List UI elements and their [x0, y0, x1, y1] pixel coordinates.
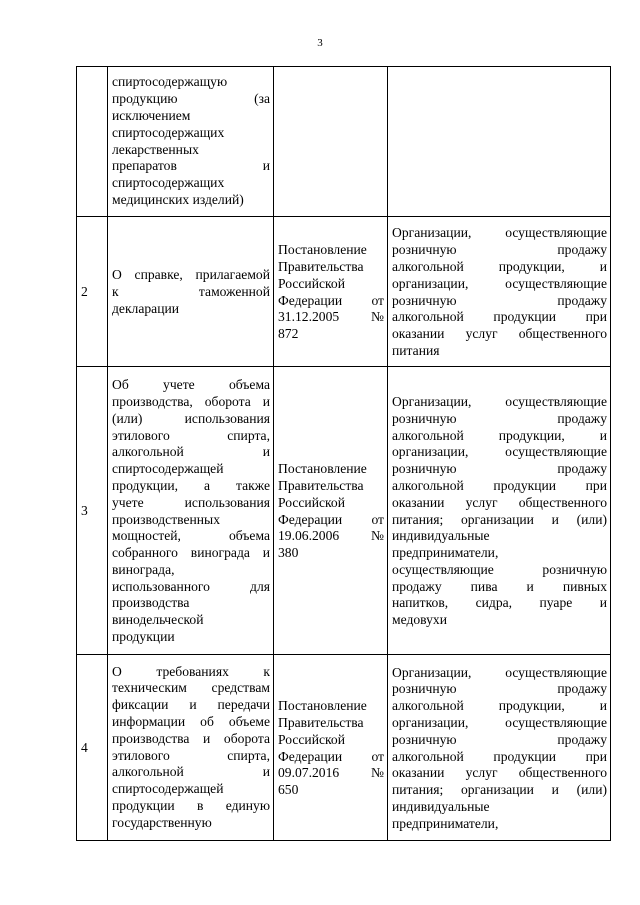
legal-act-line: Федерации от — [278, 748, 384, 764]
regulations-table — [76, 66, 611, 841]
subjects-line: предприниматели, — [392, 545, 499, 561]
legal-act-line: Правительства — [278, 477, 364, 493]
document-name-line: винограда, — [112, 561, 175, 577]
subjects-line: оказании услуг общественного — [392, 494, 607, 510]
subjects-cell — [388, 367, 611, 655]
subjects-line: индивидуальные — [392, 528, 490, 544]
subjects-line: розничную продажу — [392, 242, 607, 258]
legal-act-line: Российской — [278, 275, 345, 291]
document-name-line: О требованиях к — [112, 663, 270, 679]
row-number-cell — [77, 217, 108, 367]
subjects-line: розничную продажу — [392, 731, 607, 747]
subjects-line: продажу пива и пивных — [392, 578, 607, 594]
document-name-cell — [108, 367, 274, 655]
document-name-line: мощностей, объема — [112, 528, 270, 544]
document-name-line: продукции, а также — [112, 477, 270, 493]
subjects-cell — [388, 217, 611, 367]
document-name-line: продукции — [112, 629, 175, 645]
legal-act-cell — [274, 67, 388, 217]
document-name-line: продукции в единую — [112, 797, 270, 813]
document-name-line: О справке, прилагаемой — [112, 267, 270, 283]
document-name-line: лекарственных — [112, 141, 199, 157]
document-name-line: исключением — [112, 107, 191, 123]
subjects-line: организации, осуществляющие — [392, 275, 607, 291]
subjects-line: розничную продажу — [392, 681, 607, 697]
table-row — [77, 655, 611, 841]
subjects-line: Организации, осуществляющие — [392, 225, 607, 241]
subjects-cell — [388, 67, 611, 217]
legal-act-line: Федерации от — [278, 292, 384, 308]
document-name-cell — [108, 655, 274, 841]
document-name-line: техническим средствам — [112, 680, 270, 696]
document-name-line: спиртосодержащую — [112, 74, 228, 90]
subjects-line: Организации, осуществляющие — [392, 664, 607, 680]
row-number: 3 — [81, 503, 88, 519]
legal-act-line: Российской — [278, 731, 345, 747]
table-row — [77, 217, 611, 367]
subjects-line: алкогольной продукции, и — [392, 698, 607, 714]
subjects-line: индивидуальные — [392, 798, 490, 814]
table-body — [77, 67, 611, 841]
subjects-line: организации, осуществляющие — [392, 714, 607, 730]
subjects-line: оказании услуг общественного — [392, 765, 607, 781]
subjects-line: алкогольной продукции при — [392, 477, 607, 493]
legal-act-line: Правительства — [278, 714, 364, 730]
document-name-line: учете использования — [112, 494, 270, 510]
row-number: 2 — [81, 284, 88, 300]
document-name-line: винодельческой — [112, 612, 204, 628]
legal-act-line: Постановление — [278, 242, 367, 258]
legal-act-line: 19.06.2006 № — [278, 528, 384, 544]
document-name-line: (или) использования — [112, 410, 270, 426]
document-name-line: препаратов и — [112, 158, 270, 174]
document-name-line: медицинских изделий) — [112, 191, 244, 207]
legal-act-line: Российской — [278, 494, 345, 510]
subjects-line: напитков, сидра, пуаре и — [392, 595, 607, 611]
subjects-line: организации, осуществляющие — [392, 444, 607, 460]
table-row — [77, 67, 611, 217]
legal-act-line: Постановление — [278, 461, 367, 477]
document-name-line: производственных — [112, 511, 220, 527]
subjects-line: розничную продажу — [392, 410, 607, 426]
subjects-line: медовухи — [392, 612, 447, 628]
document-name-line: спиртосодержащих — [112, 175, 225, 191]
subjects-line: питания; организации и (или) — [392, 782, 607, 798]
page-number: 3 — [317, 37, 323, 49]
row-number: 4 — [81, 740, 88, 756]
subjects-line: Организации, осуществляющие — [392, 393, 607, 409]
document-name-cell — [108, 67, 274, 217]
row-number-cell — [77, 367, 108, 655]
document-name-line: спиртосодержащей — [112, 461, 224, 477]
subjects-line: оказании услуг общественного — [392, 326, 607, 342]
legal-act-line: 31.12.2005 № — [278, 309, 384, 325]
legal-act-line: 650 — [278, 782, 299, 798]
subjects-cell — [388, 655, 611, 841]
document-name-line: декларации — [112, 300, 180, 316]
document-name-line: собранного винограда и — [112, 545, 270, 561]
subjects-line: алкогольной продукции, и — [392, 258, 607, 274]
document-name-line: информации об объеме — [112, 713, 270, 729]
subjects-line: розничную продажу — [392, 461, 607, 477]
document-name-line: этилового спирта, — [112, 747, 270, 763]
document-name-line: производства и оборота — [112, 730, 270, 746]
subjects-line: предприниматели, — [392, 815, 499, 831]
legal-act-cell — [274, 367, 388, 655]
subjects-line: питания; организации и (или) — [392, 511, 607, 527]
legal-act-line: 09.07.2016 № — [278, 765, 384, 781]
legal-act-line: Федерации от — [278, 511, 384, 527]
table-row — [77, 367, 611, 655]
document-name-line: спиртосодержащей — [112, 781, 224, 797]
subjects-line: осуществляющие розничную — [392, 561, 607, 577]
document-name-line: производства, оборота и — [112, 393, 270, 409]
document-name-line: продукцию (за — [112, 91, 270, 107]
document-name-line: алкогольной и — [112, 764, 270, 780]
legal-act-line: 872 — [278, 326, 299, 342]
subjects-line: розничную продажу — [392, 292, 607, 308]
subjects-line: питания — [392, 342, 440, 358]
document-name-line: алкогольной и — [112, 444, 270, 460]
document-name-cell — [108, 217, 274, 367]
subjects-line: алкогольной продукции при — [392, 309, 607, 325]
row-number-cell — [77, 655, 108, 841]
document-name-line: производства — [112, 595, 190, 611]
document-name-line: Об учете объема — [112, 377, 270, 393]
subjects-line: алкогольной продукции, и — [392, 427, 607, 443]
subjects-line: алкогольной продукции при — [392, 748, 607, 764]
document-name-line: государственную — [112, 814, 212, 830]
document-name-line: использованного для — [112, 578, 270, 594]
document-name-line: фиксации и передачи — [112, 697, 270, 713]
legal-act-line: 380 — [278, 545, 299, 561]
legal-act-cell — [274, 217, 388, 367]
document-name-line: к таможенной — [112, 284, 270, 300]
legal-act-cell — [274, 655, 388, 841]
document-name-line: этилового спирта, — [112, 427, 270, 443]
legal-act-line: Постановление — [278, 698, 367, 714]
row-number-cell — [77, 67, 108, 217]
legal-act-line: Правительства — [278, 258, 364, 274]
document-name-line: спиртосодержащих — [112, 124, 225, 140]
